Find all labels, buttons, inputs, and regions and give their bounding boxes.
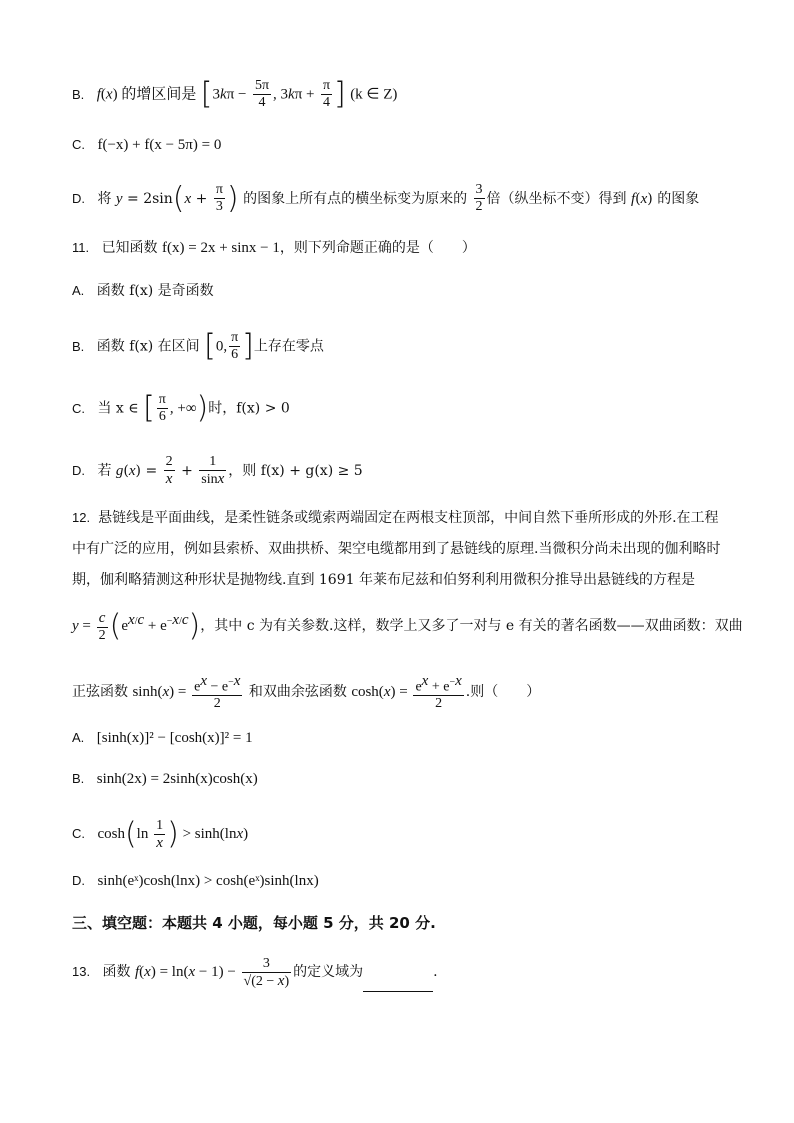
option-text-post: (k ∈ Z) <box>350 86 398 103</box>
option-text: cosh(ln $\frac{1}{x}$ ) > sinh(lnx) <box>97 817 249 852</box>
q11-option-a <box>72 280 734 302</box>
option-label: B. <box>72 86 85 102</box>
question-number: 11. <box>72 240 90 255</box>
option-text-pre: 函数 f(x) 在区间 <box>96 338 200 355</box>
q13-formula: f(x) = ln(x − 1) − $\frac{3}{√(2 - x)}$ <box>134 955 290 989</box>
cosh-definition: cosh(x) = $\frac{e^x + e^{-x}}{2}$ <box>351 672 462 712</box>
option-label: D. <box>72 873 85 888</box>
q13-pre: 函数 <box>102 964 131 980</box>
q11-option-c: C. 当 x ∈ [ $\frac{\pi}{6}$ , +∞)时，f(x) > 0 <box>72 390 290 426</box>
q11-option-d <box>72 454 734 488</box>
stem-function: f(x) = 2x + sinx − 1 <box>162 240 280 256</box>
option-text: [sinh(x)]² − [cosh(x)]² = 1 <box>96 730 253 746</box>
option-label: C. <box>72 400 85 416</box>
option-label: B. <box>72 338 85 354</box>
q12-stem <box>72 502 728 596</box>
q12-line-3: 期，伽利略猜测这种形状是抛物线.直到 1691 年莱布尼兹和伯努利利用微积分推导出悬链线的方程是 <box>72 572 695 588</box>
q10-option-d <box>72 182 734 215</box>
question-number: 13. <box>72 964 91 979</box>
q12-line-4 <box>72 600 743 647</box>
cosh-label: 和双曲余弦函数 <box>248 684 347 700</box>
option-text: sinh(2x) = 2sinh(x)cosh(x) <box>96 771 258 787</box>
section-title: 三、填空题：本题共 4 小题，每小题 5 分，共 20 分. <box>72 914 436 932</box>
q12-option-c <box>72 818 734 852</box>
option-label: B. <box>72 771 85 786</box>
q12-line-5 <box>72 672 734 712</box>
q10-option-c <box>72 134 734 156</box>
stem-pre: 已知函数 <box>101 240 158 256</box>
q13-post: 的定义域为 <box>293 964 364 980</box>
option-text-post: ，则 f(x) + g(x) ≥ 5 <box>228 463 363 479</box>
q13-end: . <box>433 964 438 980</box>
option-text-post: 上存在零点 <box>253 338 324 355</box>
q12-line-4-text: ，其中 c 为有关参数.这样，数学上又多了一对与 e 有关的著名函数——双曲函数：双曲 <box>200 618 743 634</box>
q10-option-b: B. f(x) 的增区间是 [3kπ − $\frac{5\pi}{4}$ , 3kπ + $\frac{\pi}{4}$ ] (k ∈ Z) <box>72 76 398 112</box>
q12-line-1-text: 悬链线是平面曲线，是柔性链条或缆索两端固定在两根支柱顶部，中间自然下垂所形成的外形.在工程 <box>98 510 719 526</box>
option-text-pre: 当 x ∈ <box>97 400 139 417</box>
q11-option-b: B. 函数 f(x) 在区间 [0, $\frac{\pi}{6}$ ]上存在零点 <box>72 328 324 364</box>
option-text: 函数 f(x) 是奇函数 <box>96 283 214 299</box>
q12-option-b <box>72 768 734 790</box>
option-label: D. <box>72 463 85 478</box>
q12-option-d <box>72 870 734 892</box>
option-text: f(−x) + f(x − 5π) = 0 <box>97 137 222 153</box>
q12-line-5-post: .则（ ） <box>465 684 541 700</box>
option-label: A. <box>72 283 85 298</box>
catenary-formula: y = $\frac{c}{2}$ $(e^{x/c} + e^{-x/c})$ <box>72 608 201 644</box>
sinh-definition: sinh(x) = $\frac{e^x - e^{-x}}{2}$ <box>132 672 241 712</box>
option-text: sinh(eˣ)cosh(lnx) > cosh(eˣ)sinh(lnx) <box>97 873 319 889</box>
q13-stem <box>72 952 734 992</box>
option-label: C. <box>72 137 85 152</box>
option-label: D. <box>72 190 85 206</box>
q12-line-1 <box>72 502 728 534</box>
q12-option-a <box>72 727 734 749</box>
q11-stem <box>72 237 734 259</box>
stem-post: ，则下列命题正确的是（ ） <box>279 240 476 256</box>
question-number: 12. <box>72 510 91 525</box>
option-text: 将 y = 2sin(x + $\frac{\pi}{3}$ ) 的图象上所有点的横坐标变为原来的 $\frac{3}{2}$ 倍（纵坐标不变）得到 f(x) 的图象 <box>97 180 700 216</box>
option-text-pre: f(x) 的增区间是 <box>96 86 197 103</box>
option-label: A. <box>72 730 85 745</box>
sinh-label: 正弦函数 <box>72 684 128 700</box>
answer-blank[interactable] <box>363 977 433 992</box>
q12-line-2: 中有广泛的应用，例如县索桥、双曲拱桥、架空电缆都用到了悬链线的原理.当微积分尚未出现的伽利略时 <box>72 541 721 557</box>
option-text-pre: 若 g(x) = $\frac{2}{x}$ + $\frac{1}{\sin x}$ <box>97 454 225 487</box>
option-label: C. <box>72 826 85 842</box>
option-text-post: 时，f(x) > 0 <box>208 400 290 417</box>
